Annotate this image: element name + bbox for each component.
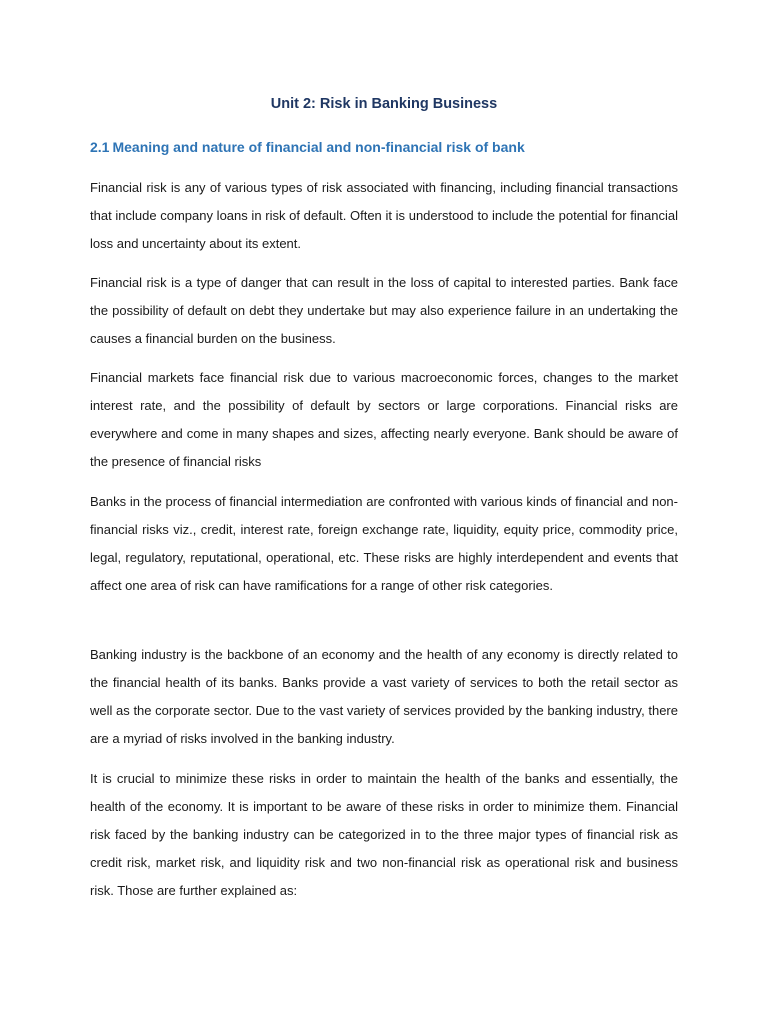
section-heading-text: Meaning and nature of financial and non-financial risk of bank (112, 139, 525, 155)
paragraph: Financial risk is a type of danger that can result in the loss of capital to interested parties. Bank face the possibility of default on debt they undertake but may also experience failure in an undertaking the causes a financial burden on the business. (90, 275, 678, 347)
document-title: Unit 2: Risk in Banking Business (270, 96, 498, 112)
paragraph: Financial markets face financial risk due to various macroeconomic forces, changes to the market interest rate, and the possibility of default by sectors or large corporations. Financial risks are everywhere and come in many shapes and sizes, affecting nearly everyone. Bank should be aware of the presence of financial risks (90, 370, 678, 470)
section-heading (90, 137, 678, 157)
paragraph: Financial risk is any of various types of risk associated with financing, including financial transactions that include company loans in risk of default. Often it is understood to include the potential for financial loss and uncertainty about its extent. (90, 180, 678, 252)
paragraph: Banks in the process of financial intermediation are confronted with various kinds of financial and non-financial risks viz., credit, interest rate, foreign exchange rate, liquidity, equity price, commodity price, legal, regulatory, reputational, operational, etc. These risks are highly interdependent and events that affect one area of risk can have ramifications for a range of other risk categories. (90, 494, 678, 594)
document-page (90, 0, 678, 1024)
paragraph: Banking industry is the backbone of an economy and the health of any economy is directly related to the financial health of its banks. Banks provide a vast variety of services to both the retail sector as well as the corporate sector. Due to the vast variety of services provided by the banking industry, there are a myriad of risks involved in the banking industry. (90, 647, 678, 747)
section-number: 2.1 (90, 139, 110, 155)
paragraph: It is crucial to minimize these risks in order to maintain the health of the banks and essentially, the health of the economy. It is important to be aware of these risks in order to minimize them. Financial risk faced by the banking industry can be categorized in to the three major types of financial risk as credit risk, market risk, and liquidity risk and two non-financial risk as operational risk and business risk. Those are further explained as: (90, 771, 678, 899)
